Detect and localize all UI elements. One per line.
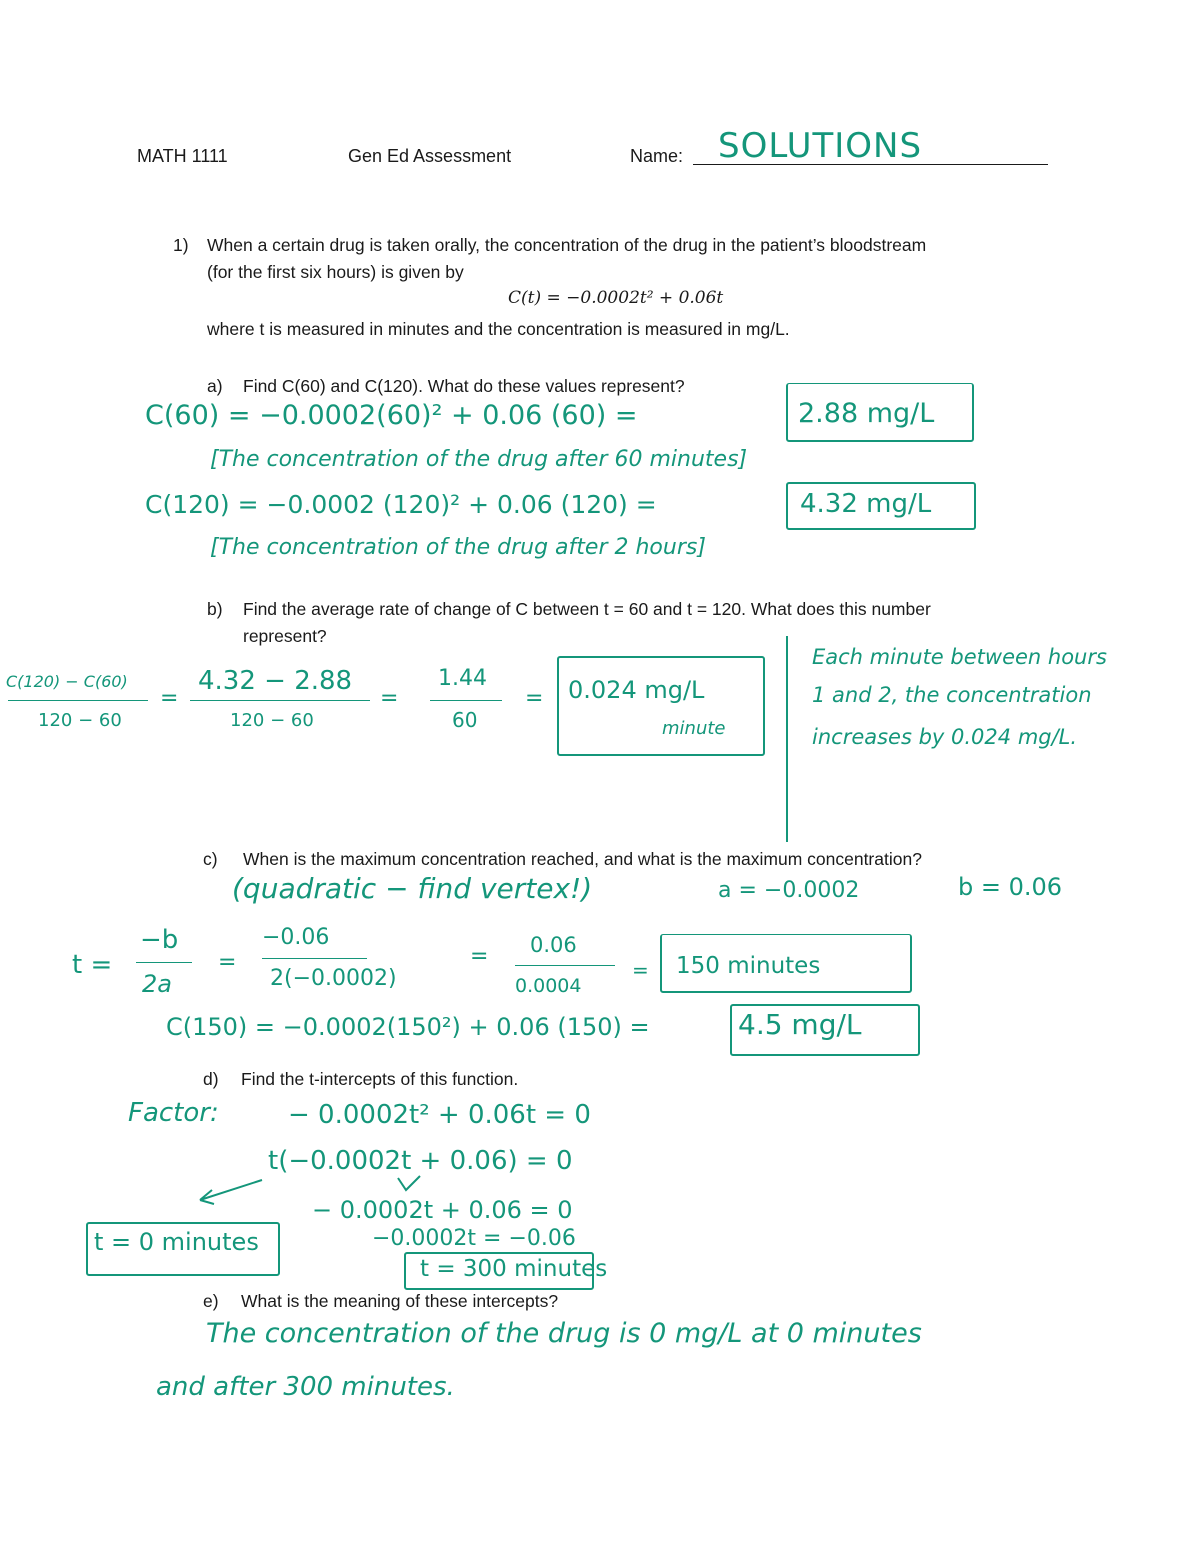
part-c-fraction-3-denominator: 0.0004 [515, 975, 582, 997]
part-c-fraction-3-numerator: 0.06 [530, 933, 577, 957]
part-b-numerator-3: 1.44 [438, 666, 487, 691]
part-c-fraction-bar-2 [262, 958, 367, 959]
part-b-numerator-2: 4.32 − 2.88 [198, 666, 353, 696]
part-b-explanation-line1: Each minute between hours [812, 645, 1107, 669]
part-c-fraction-2-denominator: 2(−0.0002) [270, 966, 397, 991]
part-b-fraction-bar-2 [190, 700, 370, 701]
part-c-fraction-bar-3 [515, 965, 615, 966]
problem-intro-line1: When a certain drug is taken orally, the concentration of the drug in the patient’s bloodstream [207, 235, 927, 255]
part-b-answer-box [557, 656, 765, 756]
part-c-t-equals: t = [72, 950, 113, 980]
part-e-label: e) [203, 1291, 219, 1311]
part-d-answer-300: t = 300 minutes [420, 1256, 608, 1282]
part-d-question: Find the t-intercepts of this function. [241, 1069, 519, 1089]
problem-intro-line2: (for the first six hours) is given by [207, 262, 464, 282]
part-a-calc-120: C(120) = −0.0002 (120)² + 0.06 (120) = [145, 490, 657, 519]
part-b-label: b) [207, 599, 223, 619]
part-b-fraction-bar-1 [8, 700, 148, 701]
part-d-answer-zero: t = 0 minutes [94, 1228, 259, 1256]
part-a-question: Find C(60) and C(120). What do these values represent? [243, 376, 685, 396]
part-c-fraction-bar-1 [136, 962, 192, 963]
part-b-equals-3: = [525, 686, 544, 711]
part-b-denominator-3: 60 [452, 708, 478, 732]
part-e-question: What is the meaning of these intercepts? [241, 1291, 559, 1311]
part-c-answer-time: 150 minutes [676, 953, 821, 979]
part-a-note-60: [The concentration of the drug after 60 minutes] [210, 447, 748, 472]
part-d-equation: − 0.0002t² + 0.06t = 0 [288, 1100, 591, 1130]
assessment-title: Gen Ed Assessment [348, 146, 512, 166]
part-c-question: When is the maximum concentration reached, and what is the maximum concentration? [243, 849, 922, 869]
part-b-fraction-bar-3 [430, 700, 502, 701]
part-b-answer-numerator: 0.024 mg/L [568, 676, 705, 704]
part-d-linear-step: −0.0002t = −0.06 [372, 1226, 576, 1251]
part-b-denominator-2: 120 − 60 [230, 710, 314, 731]
part-c-equals-3: = [632, 958, 649, 982]
part-d-factor-label: Factor: [128, 1098, 219, 1128]
part-b-equals-2: = [380, 686, 399, 711]
problem-number: 1) [173, 235, 189, 255]
part-c-fraction-1-numerator: −b [140, 925, 179, 955]
part-b-numerator-1: C(120) − C(60) [6, 672, 128, 691]
part-b-explanation-line3: increases by 0.024 mg/L. [812, 725, 1078, 749]
part-c-equals-1: = [218, 950, 237, 975]
part-b-question-line1: Find the average rate of change of C between t = 60 and t = 120. What does this number [243, 599, 931, 619]
part-b-equals-1: = [160, 686, 179, 711]
part-b-explanation-line2: 1 and 2, the concentration [812, 683, 1092, 707]
problem-intro-line3: where t is measured in minutes and the concentration is measured in mg/L. [207, 319, 790, 339]
part-a-note-120: [The concentration of the drug after 2 hours] [210, 535, 706, 560]
part-c-fraction-1-denominator: 2a [142, 970, 172, 998]
part-c-answer-max: 4.5 mg/L [738, 1008, 862, 1041]
part-c-coefficient-b: b = 0.06 [958, 873, 1063, 901]
part-c-fraction-2-numerator: −0.06 [262, 925, 330, 950]
part-b-question-line2: represent? [243, 626, 327, 646]
part-a-label: a) [207, 376, 223, 396]
part-a-answer-120: 4.32 mg/L [800, 489, 932, 519]
part-c-hint: (quadratic − find vertex!) [232, 872, 593, 905]
part-d-linear-eq: − 0.0002t + 0.06 = 0 [312, 1196, 573, 1224]
part-a-answer-60: 2.88 mg/L [798, 398, 935, 429]
part-e-answer-line2: and after 300 minutes. [156, 1372, 455, 1402]
part-b-answer-denominator: minute [662, 718, 726, 739]
problem-formula: C(t) = −0.0002t² + 0.06t [508, 288, 724, 308]
part-c-label: c) [203, 849, 218, 869]
name-value: SOLUTIONS [718, 126, 923, 166]
course-code: MATH 1111 [137, 146, 228, 166]
part-c-coefficient-a: a = −0.0002 [718, 878, 860, 903]
part-d-label: d) [203, 1069, 219, 1089]
part-c-max-calc: C(150) = −0.0002(150²) + 0.06 (150) = [166, 1013, 650, 1041]
part-a-calc-60: C(60) = −0.0002(60)² + 0.06 (60) = [145, 400, 638, 431]
part-b-divider [786, 636, 788, 842]
part-d-factored: t(−0.0002t + 0.06) = 0 [268, 1146, 573, 1176]
name-label: Name: [630, 146, 684, 166]
part-b-denominator-1: 120 − 60 [38, 710, 122, 731]
part-e-answer-line1: The concentration of the drug is 0 mg/L at 0 minutes [206, 1318, 922, 1349]
part-c-equals-2: = [470, 944, 489, 969]
